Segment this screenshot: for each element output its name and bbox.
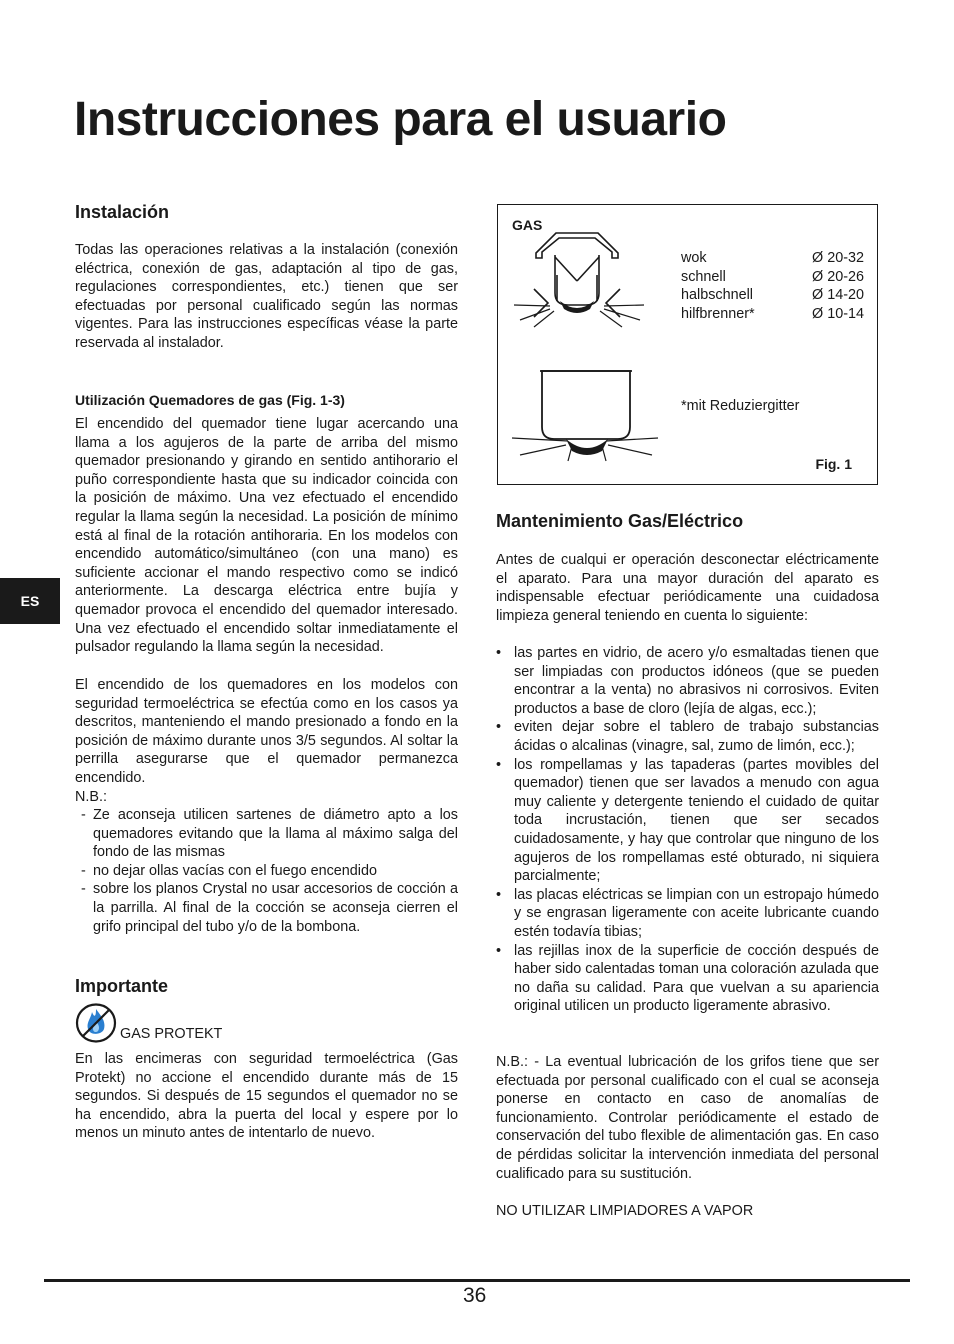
figure-gas-label: GAS <box>512 217 543 233</box>
figure-note: *mit Reduziergitter <box>681 398 800 414</box>
table-row <box>681 268 864 287</box>
burners-paragraph-2: El encendido de los quemadores en los modelos con seguridad termoeléctrica se efectúa como en los casos ya descritos, manteniendo el mando presionado a fondo en la posición de máximo durante unos 3/5 segundos. Al soltar la perrilla asegurarse que el quemador permanezca encendido. <box>75 677 458 786</box>
important-heading: Importante <box>75 976 169 996</box>
nb-list <box>75 806 458 936</box>
list-item: • las partes en vidrio, de acero y/o esmaltadas tienen que ser limpiadas con productos idóneos (que se pueden encontrar a la venta) no abrasivos ni corrosivos. Eviten productos a base de cloro (lejía de algas, ecc.); <box>496 644 879 718</box>
list-item: - Ze aconseja utilicen sartenes de diámetro apto a los quemadores evitando que la llama al máximo salga del fondo de las mismas <box>75 806 458 862</box>
pot-burner-body <box>566 439 608 455</box>
burner-diameter: Ø 14-20 <box>812 287 864 304</box>
burner-diagram <box>498 205 879 486</box>
burner-name: hilfbrenner* <box>681 305 755 322</box>
gas-protekt-flame-icon <box>75 1003 117 1043</box>
table-row <box>681 249 864 268</box>
figure-caption: Fig. 1 <box>815 456 852 472</box>
table-row <box>681 286 864 305</box>
wok-burner-illustration <box>534 233 620 317</box>
burner-diameter: Ø 20-32 <box>812 250 864 266</box>
maintenance-heading: Mantenimiento Gas/Eléctrico <box>496 511 744 531</box>
language-tab: ES <box>0 578 60 624</box>
burners-heading: Utilización Quemadores de gas (Fig. 1-3) <box>75 392 345 408</box>
maintenance-nb: N.B.: - La eventual lubricación de los grifos tiene que ser efectuada por personal cualificado con el cual se aconseja ponerse en contacto en caso de anomalías de funcionamiento. Controlar periódicamente el estado de conservación del tubo flexible de alimentación gas. En caso de pérdidas solicitar la intervención inmediata del personal cualificado para su sustitución. <box>496 1054 879 1182</box>
list-item: • las rejillas inox de la superficie de cocción después de haber sido calentadas toman una coloración azulada que no daña su calidad. Para que vuelvan a su apariencia original utilicen un producto ligeramente abrasivo. <box>496 942 879 1016</box>
page-number: 36 <box>463 1284 487 1307</box>
burner-name: schnell <box>681 268 726 285</box>
burner-diameter: Ø 20-26 <box>812 268 864 285</box>
footer-rule <box>44 1279 910 1282</box>
steam-cleaner-warning: NO UTILIZAR LIMPIADORES A VAPOR <box>496 1203 754 1219</box>
burners-paragraph-1: El encendido del quemador tiene lugar acercando una llama a los agujeros de la parte de arriba del mismo quemador presionando y girando en sentido antihorario el puño correspondiente hasta que su indicador coincida con la posición de máximo. Una vez efectuado el encendido regular la llama según la necesidad. La posición de mínimo está al final de la rotación antihoraria. En los modelos con encendido automático/simultáneo (con una mano) es suficiente accionar el mando respectivo como se indicó anteriormente. La descarga eléctrica entre bujía y quemador provoca el encendido del quemador interesado. Una vez efectuado el encendido soltar inmediatamente el pulsador regulando la llama según la necesidad. <box>75 416 458 656</box>
list-item: • eviten dejar sobre el tablero de trabajo substancias ácidas o alcalinas (vinagre, sal, zumo de limón, ecc.); <box>496 718 879 755</box>
list-item: - no dejar ollas vacías con el fuego encendido <box>75 862 458 881</box>
maintenance-intro: Antes de cualqui er operación desconectar eléctricamente el aparato. Para una mayor duración del aparato es indispensable efectuar periódicamente una cuidadosa limpieza general teniendo en cuenta lo siguiente: <box>496 552 879 624</box>
list-item: • las placas eléctricas se limpian con un estropajo húmedo y se engrasan ligeramente con aceite lubricante cuando estén todavía tibias; <box>496 886 879 942</box>
burner-diameter-table <box>681 249 864 323</box>
gas-protekt-label: GAS PROTEKT <box>120 1026 223 1042</box>
burner-diameter: Ø 10-14 <box>812 305 864 322</box>
burner-name: halbschnell <box>681 287 754 304</box>
figure-1 <box>497 204 878 485</box>
installation-text: Todas las operaciones relativas a la instalación (conexión eléctrica, conexión de gas, adaptación al tipo de gas, regulaciones correspondientes, etc.) tienen que ser efectuadas por personal cualificado según las normas vigentes. Para las instrucciones específicas véase la parte reservada al instalador. <box>75 242 458 351</box>
pot-burner-illustration <box>540 371 632 439</box>
table-row <box>681 305 864 324</box>
list-item: - sobre los planos Crystal no usar accesorios de cocción a la parrilla. Al final de la cocción se aconseja cierren el grifo principal del tubo y/o de la bombona. <box>75 880 458 936</box>
installation-heading: Instalación <box>75 202 170 222</box>
wok-burner-body <box>560 301 594 313</box>
list-item: • los rompellamas y las tapaderas (partes movibles del quemador) tienen que ser lavados a menudo con agua muy caliente y detergente teniendo el cuidado de quitar toda incrustación, tienen que ser secados cuidadosamente, y hay que controlar que ninguno de los agujeros de los rompellamas esté obturado, ni siquiera parcialmente; <box>496 756 879 886</box>
page-title: Instrucciones para el usuario <box>74 93 727 146</box>
nb-label: N.B.: <box>75 789 107 805</box>
maintenance-list <box>496 644 879 1016</box>
important-text: En las encimeras con seguridad termoeléctrica (Gas Protekt) no accione el encendido durante más de 15 segundos. Si después de 15 segundos el quemador no se ha encendido, abra la puerta del local y espere por lo menos un minuto antes de intentarlo de nuevo. <box>75 1051 458 1142</box>
burner-name: wok <box>681 250 707 266</box>
